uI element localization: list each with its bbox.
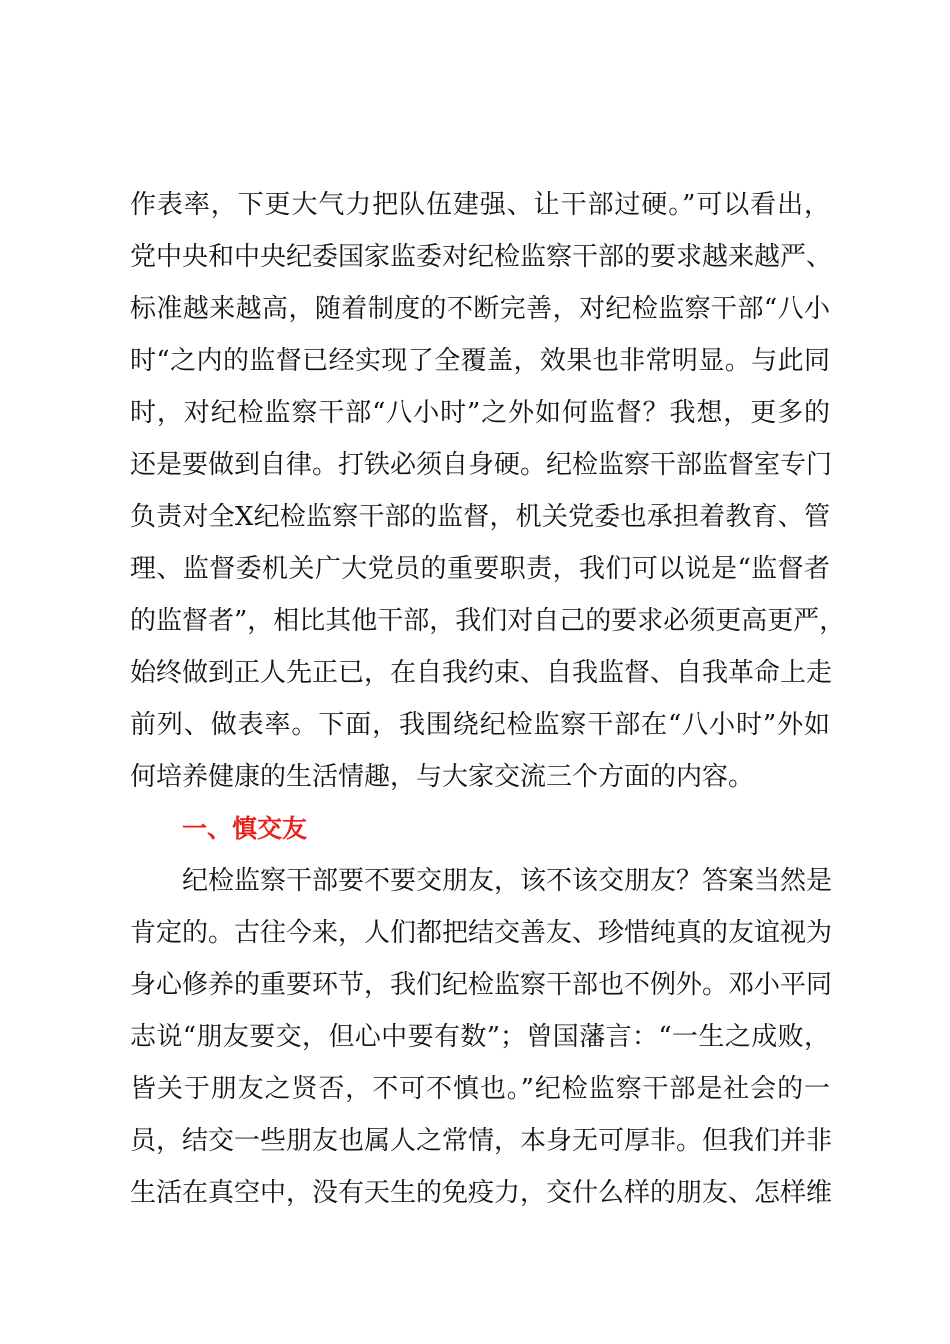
paragraph1-line: 时“之内的监督已经实现了全覆盖，效果也非常明显。与此同 (130, 346, 830, 376)
paragraph2-line: 身心修养的重要环节，我们纪检监察干部也不例外。邓小平同 (130, 970, 833, 1000)
paragraph2-line: 肯定的。古往今来，人们都把结交善友、珍惜纯真的友谊视为 (130, 918, 833, 948)
paragraph2-line: 志说“朋友要交，但心中要有数”；曾国藩言：“一生之成败， (130, 1022, 830, 1052)
paragraph1-line: 时，对纪检监察干部“八小时”之外如何监督？我想，更多的 (130, 398, 830, 428)
paragraph1-line: 前列、做表率。下面，我围绕纪检监察干部在“八小时”外如 (130, 710, 830, 740)
paragraph1-line: 负责对全X纪检监察干部的监督，机关党委也承担着教育、管 (130, 502, 830, 532)
paragraph1-line: 作表率，下更大气力把队伍建强、让干部过硬。”可以看出， (130, 190, 830, 220)
paragraph2-line: 生活在真空中，没有天生的免疫力，交什么样的朋友、怎样维 (130, 1178, 833, 1208)
paragraph1-line: 始终做到正人先正已，在自我约束、自我监督、自我革命上走 (130, 658, 833, 688)
paragraph1-line: 标准越来越高，随着制度的不断完善，对纪检监察干部“八小 (130, 294, 830, 324)
paragraph2-line: 皆关于朋友之贤否，不可不慎也。”纪检监察干部是社会的一 (130, 1074, 830, 1104)
paragraph1-line: 党中央和中央纪委国家监委对纪检监察干部的要求越来越严、 (130, 242, 833, 272)
paragraph1-line: 何培养健康的生活情趣，与大家交流三个方面的内容。 (130, 762, 755, 792)
paragraph1-line: 还是要做到自律。打铁必须自身硬。纪检监察干部监督室专门 (130, 450, 833, 480)
section-heading: 一、慎交友 (182, 814, 308, 843)
paragraph2-line: 纪检监察干部要不要交朋友，该不该交朋友？答案当然是 (182, 866, 833, 896)
paragraph1-line: 理、监督委机关广大党员的重要职责，我们可以说是“监督者 (130, 554, 830, 584)
paragraph1-line: 的监督者”，相比其他干部，我们对自己的要求必须更高更严， (130, 606, 846, 636)
paragraph2-line: 员，结交一些朋友也属人之常情，本身无可厚非。但我们并非 (130, 1126, 833, 1156)
